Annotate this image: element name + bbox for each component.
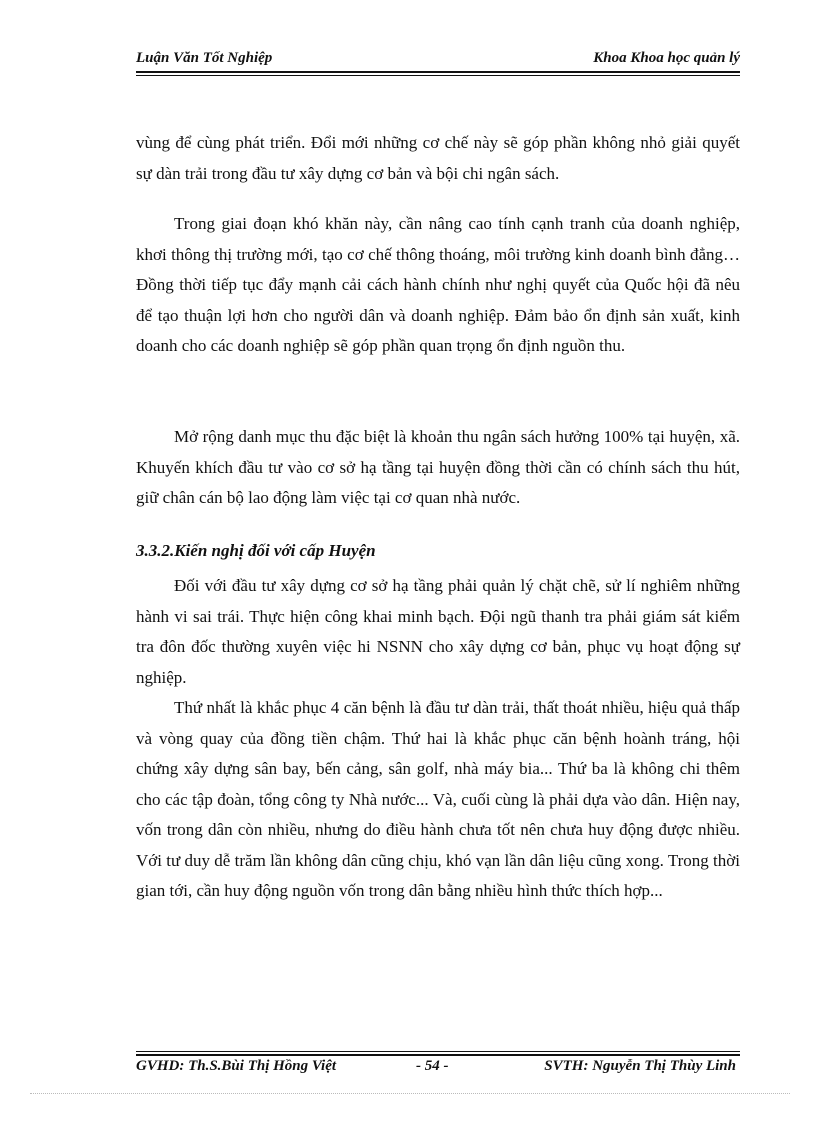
header-rule-thick [136,71,740,73]
footer-supervisor: GVHD: Th.S.Bùi Thị Hồng Việt [136,1058,337,1074]
paragraph-2: Trong giai đoạn khó khăn này, cần nâng cao tính cạnh tranh của doanh nghiệp, khơi thông thị trường mới, tạo cơ chế thông thoáng, môi trường kinh doanh bình đẳng… Đồng thời tiếp tục đẩy mạnh cải cách hành chính như nghị quyết của Quốc hội đã nêu để tạo thuận lợi hơn cho người dân và doanh nghiệp. Đảm bảo ổn định sản xuất, kinh doanh cho các doanh nghiệp sẽ góp phần quan trọng ổn định nguồn thu. [136,214,740,355]
section-paragraph-2: Thứ nhất là khắc phục 4 căn bệnh là đầu tư dàn trải, thất thoát nhiều, hiệu quả thấp và vòng quay của đồng tiền chậm. Thứ hai là khắc phục căn bệnh hoành tráng, hội chứng xây dựng sân bay, bến cảng, sân golf, nhà máy bia... Thứ ba là không chi thêm cho các tập đoàn, tổng công ty Nhà nước... Và, cuối cùng là phải dựa vào dân. Hiện nay, vốn trong dân còn nhiều, nhưng do điều hành chưa tốt nên chưa huy động được nhiều. Với tư duy dễ trăm lần không dân cũng chịu, khó vạn lần dân liệu cũng xong. Trong thời gian tới, cần huy động nguồn vốn trong dân bằng nhiều hình thức thích hợp... [136,698,740,900]
page-number: - 54 - [416,1058,449,1074]
footer-rule-thick [136,1054,740,1056]
section-paragraph-1: Đối với đầu tư xây dựng cơ sở hạ tầng phải quản lý chặt chẽ, sử lí nghiêm những hành vi sai trái. Thực hiện công khai minh bạch. Đội ngũ thanh tra phải giám sát kiểm tra đôn đốc thường xuyên việc hi NSNN cho xây dựng cơ bản, phục vụ hoạt động sự nghiệp. [136,576,740,687]
header-thesis-title: Luận Văn Tốt Nghiệp [136,50,273,66]
section-body [136,571,740,907]
section-heading: 3.3.2.Kiến nghị đối với cấp Huyện [136,541,376,560]
paragraph-3-block [136,422,740,514]
page-header [136,48,740,70]
page-bottom-edge [30,1093,790,1094]
footer-rule-thin [136,1051,740,1052]
header-faculty: Khoa Khoa học quản lý [593,50,740,66]
page-footer [136,1058,740,1078]
paragraph-3: Mở rộng danh mục thu đặc biệt là khoản thu ngân sách hưởng 100% tại huyện, xã. Khuyến khích đầu tư vào cơ sở hạ tầng tại huyện đồng thời cần có chính sách thu hút, giữ chân cán bộ lao động làm việc tại cơ quan nhà nước. [136,427,740,507]
footer-student: SVTH: Nguyễn Thị Thùy Linh [544,1058,736,1074]
header-rule-thin [136,75,740,76]
paragraph-2-block [136,209,740,362]
paragraph-1: vùng để cùng phát triển. Đổi mới những cơ chế này sẽ góp phần không nhỏ giải quyết sự dàn trải trong đầu tư xây dựng cơ bản và bội chi ngân sách. [136,133,740,183]
paragraph-1-block [136,128,740,189]
